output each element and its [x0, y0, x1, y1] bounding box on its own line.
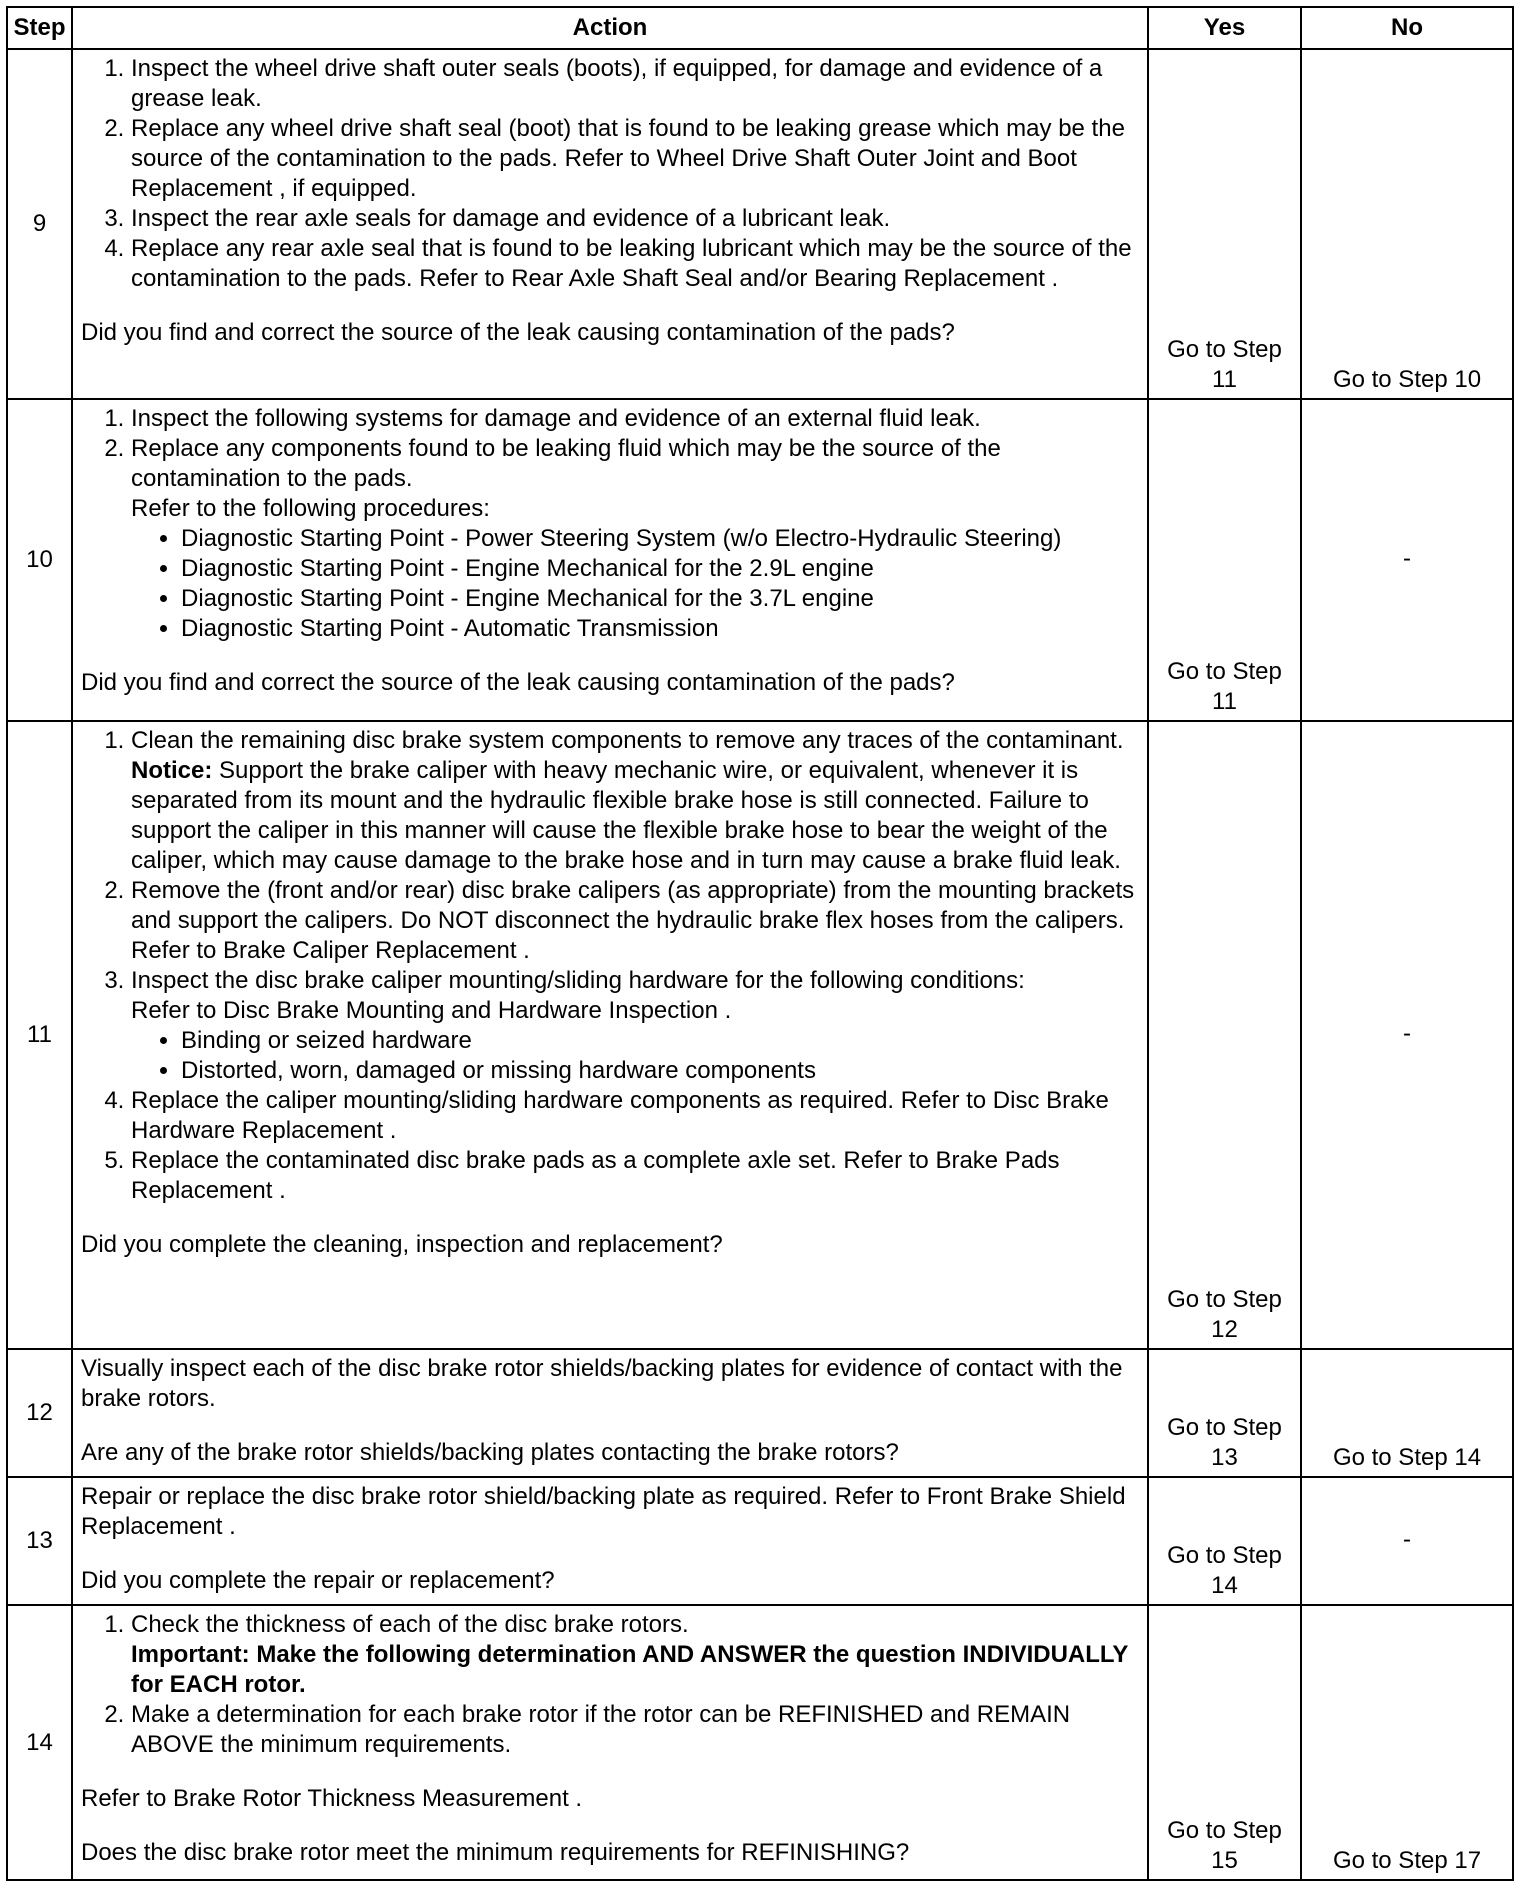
header-yes: Yes	[1148, 7, 1301, 49]
action-list	[81, 404, 1139, 644]
action-cell	[72, 721, 1148, 1349]
notice-body: Support the brake caliper with heavy mechanic wire, or equivalent, whenever it is separated from its mount and the hydraulic flexible brake hose is still connected. Failure to support the caliper in this manner will cause the flexible brake hose to bear the weight of the caliper, which may cause damage to the brake hose and in turn may cause a brake fluid leak.	[131, 757, 1121, 874]
list-item: 2. Remove the (front and/or rear) disc brake calipers (as appropriate) from the mounting brackets and support the calipers. Do NOT disconnect the hydraulic brake flex hoses from the calipers. Refer to Brake Caliper Replacement .	[131, 876, 1139, 966]
refer-text: Refer to the following procedures:	[131, 495, 490, 522]
important-body: Make the following determination AND ANSWER the question INDIVIDUALLY for EACH rotor.	[131, 1641, 1128, 1698]
yes-cell: Go to Step 11	[1148, 399, 1301, 721]
list-item: 1. Inspect the wheel drive shaft outer seals (boots), if equipped, for damage and evidence of a grease leak.	[131, 54, 1139, 114]
step-number: 13	[7, 1477, 72, 1605]
action-list	[81, 726, 1139, 1206]
yes-cell: Go to Step 15	[1148, 1605, 1301, 1880]
diagnostic-table	[6, 6, 1514, 1881]
action-cell	[72, 1605, 1148, 1880]
list-item: 4. Replace the caliper mounting/sliding hardware components as required. Refer to Disc Brake Hardware Replacement .	[131, 1086, 1139, 1146]
table-header-row	[7, 7, 1513, 49]
list-item-text: Inspect the disc brake caliper mounting/sliding hardware for the following conditions:	[131, 967, 1025, 994]
action-text: Repair or replace the disc brake rotor shield/backing plate as required. Refer to Front Brake Shield Replacement .	[81, 1483, 1126, 1540]
table-row	[7, 49, 1513, 399]
header-no: No	[1301, 7, 1513, 49]
question-text: Did you find and correct the source of the leak causing contamination of the pads?	[81, 319, 955, 346]
step-number: 9	[7, 49, 72, 399]
important-label: Important:	[131, 1641, 250, 1668]
bullet-item: • Diagnostic Starting Point - Engine Mechanical for the 2.9L engine	[181, 554, 1139, 584]
list-item	[131, 726, 1139, 876]
important-text	[131, 1640, 1139, 1700]
table-row	[7, 1349, 1513, 1477]
list-item: 2. Replace any wheel drive shaft seal (boot) that is found to be leaking grease which may be the source of the contamination to the pads. Refer to Wheel Drive Shaft Outer Joint and Boot Replacement , if equipped.	[131, 114, 1139, 204]
question-text: Did you complete the repair or replacement?	[81, 1567, 555, 1594]
step-number: 12	[7, 1349, 72, 1477]
yes-cell: Go to Step 12	[1148, 721, 1301, 1349]
bullet-item: • Distorted, worn, damaged or missing hardware components	[181, 1056, 1139, 1086]
question-text: Did you find and correct the source of the leak causing contamination of the pads?	[81, 669, 955, 696]
list-item: 2. Make a determination for each brake rotor if the rotor can be REFINISHED and REMAIN ABOVE the minimum requirements.	[131, 1700, 1139, 1760]
step-number: 11	[7, 721, 72, 1349]
no-cell: Go to Step 10	[1301, 49, 1513, 399]
question-text: Are any of the brake rotor shields/backing plates contacting the brake rotors?	[81, 1439, 899, 1466]
yes-cell: Go to Step 13	[1148, 1349, 1301, 1477]
action-cell	[72, 399, 1148, 721]
list-item	[131, 966, 1139, 1086]
refer-text: Refer to Disc Brake Mounting and Hardware Inspection .	[131, 997, 732, 1024]
no-cell: -	[1301, 721, 1513, 1349]
bullet-item: • Binding or seized hardware	[181, 1026, 1139, 1056]
list-item-text: Clean the remaining disc brake system components to remove any traces of the contaminant.	[131, 727, 1124, 754]
question-text: Did you complete the cleaning, inspection and replacement?	[81, 1231, 723, 1258]
table-row	[7, 399, 1513, 721]
question-text: Does the disc brake rotor meet the minimum requirements for REFINISHING?	[81, 1839, 910, 1866]
bullet-list	[131, 1026, 1139, 1086]
list-item-text: Replace any components found to be leaking fluid which may be the source of the contamination to the pads.	[131, 435, 1001, 492]
action-cell	[72, 1349, 1148, 1477]
bullet-item: • Diagnostic Starting Point - Automatic Transmission	[181, 614, 1139, 644]
action-list	[81, 54, 1139, 294]
header-action: Action	[72, 7, 1148, 49]
bullet-item: • Diagnostic Starting Point - Engine Mechanical for the 3.7L engine	[181, 584, 1139, 614]
action-cell	[72, 49, 1148, 399]
action-list	[81, 1610, 1139, 1760]
refer-text: Refer to Brake Rotor Thickness Measurement .	[81, 1785, 583, 1812]
bullet-list	[131, 524, 1139, 644]
list-item	[131, 1610, 1139, 1700]
yes-cell: Go to Step 11	[1148, 49, 1301, 399]
header-step: Step	[7, 7, 72, 49]
bullet-item: • Diagnostic Starting Point - Power Steering System (w/o Electro-Hydraulic Steering)	[181, 524, 1139, 554]
yes-cell: Go to Step 14	[1148, 1477, 1301, 1605]
step-number: 10	[7, 399, 72, 721]
notice-label: Notice:	[131, 757, 213, 784]
no-cell: -	[1301, 399, 1513, 721]
table-row	[7, 721, 1513, 1349]
notice-text	[131, 756, 1139, 876]
table-row	[7, 1477, 1513, 1605]
no-cell: Go to Step 17	[1301, 1605, 1513, 1880]
table-row	[7, 1605, 1513, 1880]
action-text: Visually inspect each of the disc brake rotor shields/backing plates for evidence of contact with the brake rotors.	[81, 1355, 1123, 1412]
list-item: 1. Inspect the following systems for damage and evidence of an external fluid leak.	[131, 404, 1139, 434]
list-item-text: Check the thickness of each of the disc brake rotors.	[131, 1611, 689, 1638]
action-cell	[72, 1477, 1148, 1605]
list-item: 4. Replace any rear axle seal that is found to be leaking lubricant which may be the source of the contamination to the pads. Refer to Rear Axle Shaft Seal and/or Bearing Replacement .	[131, 234, 1139, 294]
list-item: 5. Replace the contaminated disc brake pads as a complete axle set. Refer to Brake Pads Replacement .	[131, 1146, 1139, 1206]
no-cell: -	[1301, 1477, 1513, 1605]
step-number: 14	[7, 1605, 72, 1880]
no-cell: Go to Step 14	[1301, 1349, 1513, 1477]
list-item: 3. Inspect the rear axle seals for damage and evidence of a lubricant leak.	[131, 204, 1139, 234]
list-item	[131, 434, 1139, 644]
